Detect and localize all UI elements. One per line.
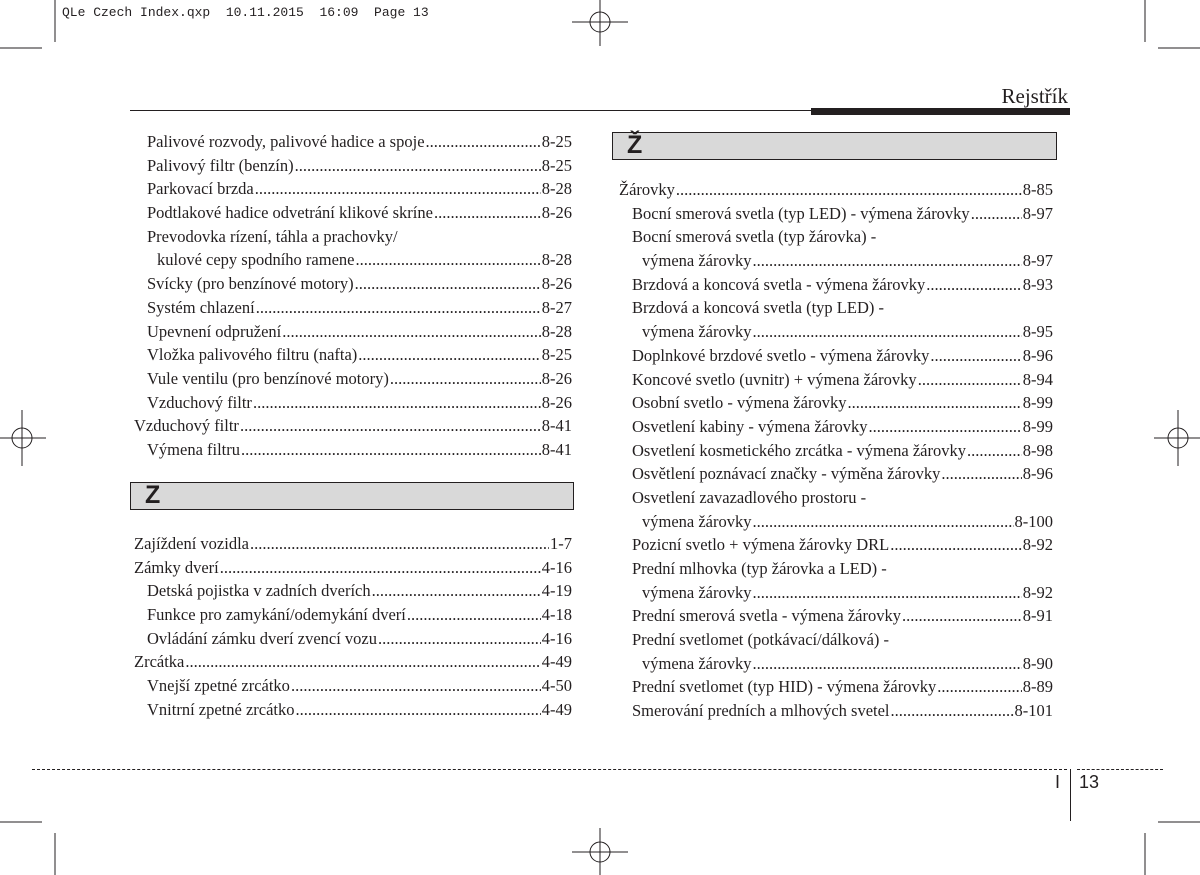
- index-entry-label: Osvetlení zavazadlového prostoru -: [632, 487, 867, 507]
- index-entry: [619, 415, 1053, 439]
- dot-leader: [358, 343, 540, 367]
- dot-leader: [255, 177, 541, 201]
- index-entry-label: výmena žárovky: [642, 582, 752, 602]
- footer-rule-left: [32, 769, 1067, 770]
- index-entry: [134, 532, 572, 556]
- index-entry-label: Prední svetlomet (typ HID) - výmena žárovky: [632, 677, 937, 697]
- index-entry-page: 8-101: [1014, 701, 1053, 721]
- index-entry: [134, 391, 572, 415]
- dot-leader: [941, 462, 1021, 486]
- dot-leader: [847, 391, 1021, 415]
- index-entry-page: 8-92: [1022, 535, 1053, 555]
- index-entry: [134, 556, 572, 580]
- index-entry-label: výmena žárovky: [642, 322, 752, 342]
- letter-heading-z: [130, 482, 574, 510]
- dot-leader: [937, 675, 1021, 699]
- index-entry-page: 8-28: [541, 179, 572, 199]
- index-entry: [619, 391, 1053, 415]
- index-entry-label: Smerování predních a mlhových svetel: [632, 701, 890, 721]
- index-entry-page: 8-25: [541, 345, 572, 365]
- index-entry-label: Pozicní svetlo + výmena žárovky DRL: [632, 535, 890, 555]
- index-entry-page: 8-26: [541, 203, 572, 223]
- index-entry: [619, 202, 1053, 226]
- dot-leader: [967, 439, 1022, 463]
- index-entry-label: Doplnkové brzdové svetlo - výmena žárovky: [632, 345, 930, 365]
- index-entry: [134, 414, 572, 438]
- index-entry-page: 4-49: [541, 652, 572, 672]
- index-entry-label: Prední smerová svetla - výmena žárovky: [632, 606, 901, 626]
- index-entry-label: Palivové rozvody, palivové hadice a spoje: [147, 132, 425, 151]
- page-number: 13: [1079, 772, 1100, 792]
- index-entry-label: Žárovky: [619, 180, 675, 199]
- registration-mark-top: [568, 0, 632, 48]
- dot-leader: [753, 581, 1022, 605]
- index-entry-label: Zrcátka: [134, 652, 185, 672]
- index-entry-label: Prevodovka rízení, táhla a prachovky/: [147, 226, 398, 246]
- dot-leader: [918, 368, 1022, 392]
- index-entry-page: 4-16: [541, 628, 572, 648]
- dot-leader: [676, 178, 1022, 202]
- index-entry: [619, 557, 1053, 581]
- index-entry-label: Osvetlení kosmetického zrcátka - výmena žárovky: [632, 440, 966, 460]
- index-entry-page: 8-97: [1022, 203, 1053, 223]
- index-entry-page: 8-99: [1022, 393, 1053, 413]
- dot-leader: [902, 604, 1022, 628]
- index-entry: [619, 439, 1053, 463]
- index-entry-label: Detská pojistka v zadních dverích: [147, 581, 371, 601]
- dot-leader: [971, 202, 1022, 226]
- dot-leader: [753, 249, 1022, 273]
- index-entry-page: 8-26: [541, 392, 572, 412]
- index-entry: [619, 249, 1053, 273]
- dot-leader: [753, 320, 1022, 344]
- registration-mark-right: [1152, 406, 1200, 470]
- index-entry-page: 8-96: [1022, 464, 1053, 484]
- registration-mark-bottom: [568, 828, 632, 875]
- index-entry-label: Vnitrní zpetné zrcátko: [147, 699, 295, 719]
- index-section-zh: [619, 178, 1053, 723]
- dot-leader: [926, 273, 1022, 297]
- index-entry: [619, 533, 1053, 557]
- dot-leader: [869, 415, 1022, 439]
- index-entry-page: 4-49: [541, 699, 572, 719]
- index-entry-label: Výmena filtru: [147, 439, 241, 459]
- dot-leader: [355, 272, 541, 296]
- index-entry-label: Vzduchový filtr: [134, 416, 239, 436]
- index-entry: [134, 438, 572, 462]
- dot-leader: [355, 248, 540, 272]
- dot-leader: [407, 603, 541, 627]
- index-entry: [619, 604, 1053, 628]
- dot-leader: [185, 650, 540, 674]
- header-bar: [811, 108, 1070, 115]
- dot-leader: [256, 296, 541, 320]
- index-entry-label: Osvetlení kabiny - výmena žárovky: [632, 416, 868, 436]
- index-entry-label: Vule ventilu (pro benzínové motory): [147, 368, 389, 388]
- index-entry-label: Zámky dverí: [134, 557, 219, 577]
- index-entry: [134, 225, 572, 249]
- index-entry: [134, 320, 572, 344]
- dot-leader: [220, 556, 541, 580]
- index-entry-page: 8-93: [1022, 274, 1053, 294]
- index-entry-label: Brzdová a koncová svetla (typ LED) -: [632, 298, 884, 318]
- index-entry: [134, 154, 572, 178]
- footer-divider: [1070, 769, 1071, 821]
- index-entry-label: Svícky (pro benzínové motory): [147, 274, 354, 294]
- letter-heading-zh: [612, 132, 1057, 160]
- index-entry-label: Prední svetlomet (potkávací/dálková) -: [632, 630, 890, 650]
- index-entry-page: 8-90: [1022, 653, 1053, 673]
- print-slug: QLe Czech Index.qxp 10.11.2015 16:09 Page 13: [62, 5, 429, 20]
- index-entry: [134, 248, 572, 272]
- index-entry-page: 4-16: [541, 557, 572, 577]
- index-entry-label: Brzdová a koncová svetla - výmena žárovky: [632, 274, 926, 294]
- index-entry: [134, 272, 572, 296]
- index-entry: [619, 225, 1053, 249]
- index-entry-page: 8-95: [1022, 322, 1053, 342]
- index-entry-label: Zajíždení vozidla: [134, 534, 249, 553]
- index-entry-label: výmena žárovky: [642, 251, 752, 271]
- letter-heading-z-label: Z: [145, 481, 161, 509]
- index-entry: [134, 343, 572, 367]
- dot-leader: [890, 533, 1022, 557]
- index-entry: [134, 674, 572, 698]
- index-entry-label: kulové cepy spodního ramene: [157, 250, 355, 270]
- index-entry: [134, 367, 572, 391]
- index-entry: [134, 579, 572, 603]
- index-entry-page: 8-26: [541, 368, 572, 388]
- dot-leader: [930, 344, 1021, 368]
- index-entry: [619, 368, 1053, 392]
- index-entry-page: 8-26: [541, 274, 572, 294]
- index-entry-page: 8-98: [1022, 440, 1053, 460]
- index-entry-page: 8-97: [1022, 251, 1053, 271]
- dot-leader: [753, 510, 1014, 534]
- index-entry: [619, 344, 1053, 368]
- index-entry: [619, 462, 1053, 486]
- index-entry-label: Systém chlazení: [147, 297, 255, 317]
- index-entry-label: výmena žárovky: [642, 653, 752, 673]
- index-section-z: [134, 532, 572, 722]
- index-column-left: [134, 130, 572, 462]
- dot-leader: [282, 320, 541, 344]
- index-entry-label: Prední mlhovka (typ žárovka a LED) -: [632, 559, 887, 578]
- dot-leader: [291, 674, 541, 698]
- header-rule: [130, 110, 811, 111]
- letter-heading-zh-label: Ž: [627, 131, 643, 159]
- footer-section-label: I: [1055, 772, 1061, 792]
- index-entry-label: Upevnení odpružení: [147, 321, 282, 341]
- index-entry-page: 1-7: [550, 534, 572, 553]
- index-entry: [134, 296, 572, 320]
- index-entry-label: Koncové svetlo (uvnitr) + výmena žárovky: [632, 369, 917, 389]
- index-entry: [134, 130, 572, 154]
- index-entry-page: 8-28: [541, 250, 572, 270]
- index-entry-label: Vložka palivového filtru (nafta): [147, 345, 358, 365]
- index-entry-page: 8-96: [1022, 345, 1053, 365]
- index-entry-page: 8-28: [541, 321, 572, 341]
- index-entry-page: 8-85: [1022, 180, 1053, 199]
- dot-leader: [296, 698, 541, 722]
- index-entry-page: 4-19: [541, 581, 572, 601]
- index-entry-label: Vnejší zpetné zrcátko: [147, 676, 290, 696]
- index-entry: [619, 486, 1053, 510]
- index-entry: [619, 581, 1053, 605]
- index-entry-label: Ovládání zámku dverí zvencí vozu: [147, 628, 377, 648]
- index-entry-page: 8-100: [1014, 511, 1053, 531]
- index-entry: [619, 699, 1053, 723]
- index-entry-page: 8-25: [541, 155, 572, 175]
- index-entry-page: 8-99: [1022, 416, 1053, 436]
- dot-leader: [295, 154, 541, 178]
- index-entry: [619, 652, 1053, 676]
- dot-leader: [378, 627, 541, 651]
- footer-rule-right: [1077, 769, 1163, 770]
- index-entry: [134, 698, 572, 722]
- index-entry-page: 4-50: [541, 676, 572, 696]
- index-entry: [134, 201, 572, 225]
- index-entry: [134, 627, 572, 651]
- dot-leader: [891, 699, 1014, 723]
- index-entry-label: Bocní smerová svetla (typ LED) - výmena žárovky: [632, 203, 970, 223]
- index-entry: [134, 603, 572, 627]
- index-entry: [619, 178, 1053, 202]
- index-entry: [134, 650, 572, 674]
- index-entry-page: 8-94: [1022, 369, 1053, 389]
- dot-leader: [253, 391, 541, 415]
- index-entry-page: 8-91: [1022, 606, 1053, 626]
- dot-leader: [250, 532, 549, 556]
- dot-leader: [240, 414, 541, 438]
- index-entry-page: 8-92: [1022, 582, 1053, 602]
- index-entry: [619, 273, 1053, 297]
- dot-leader: [753, 652, 1022, 676]
- index-entry-page: 8-25: [541, 132, 572, 151]
- registration-mark-left: [0, 406, 48, 470]
- dot-leader: [434, 201, 541, 225]
- index-entry-label: Podtlakové hadice odvetrání klikové skríne: [147, 203, 433, 223]
- index-entry-page: 8-41: [541, 416, 572, 436]
- dot-leader: [372, 579, 541, 603]
- index-entry: [134, 177, 572, 201]
- index-entry: [619, 628, 1053, 652]
- index-entry: [619, 320, 1053, 344]
- index-entry-label: Osvětlení poznávací značky - výměna žárovky: [632, 464, 941, 484]
- index-entry-page: 4-18: [541, 605, 572, 625]
- index-entry-page: 8-41: [541, 439, 572, 459]
- index-entry-label: Funkce pro zamykání/odemykání dverí: [147, 605, 406, 625]
- index-entry-label: Vzduchový filtr: [147, 392, 252, 412]
- index-entry-label: Parkovací brzda: [147, 179, 254, 199]
- section-title: Rejstřík: [1001, 84, 1068, 108]
- index-entry-label: Palivový filtr (benzín): [147, 155, 294, 175]
- index-entry: [619, 296, 1053, 320]
- index-entry-page: 8-89: [1022, 677, 1053, 697]
- index-entry-page: 8-27: [541, 297, 572, 317]
- index-entry-label: Osobní svetlo - výmena žárovky: [632, 393, 847, 413]
- index-entry: [619, 510, 1053, 534]
- index-entry-label: Bocní smerová svetla (typ žárovka) -: [632, 227, 877, 247]
- index-entry-label: výmena žárovky: [642, 511, 752, 531]
- dot-leader: [426, 130, 541, 154]
- index-entry: [619, 675, 1053, 699]
- dot-leader: [241, 438, 541, 462]
- dot-leader: [390, 367, 541, 391]
